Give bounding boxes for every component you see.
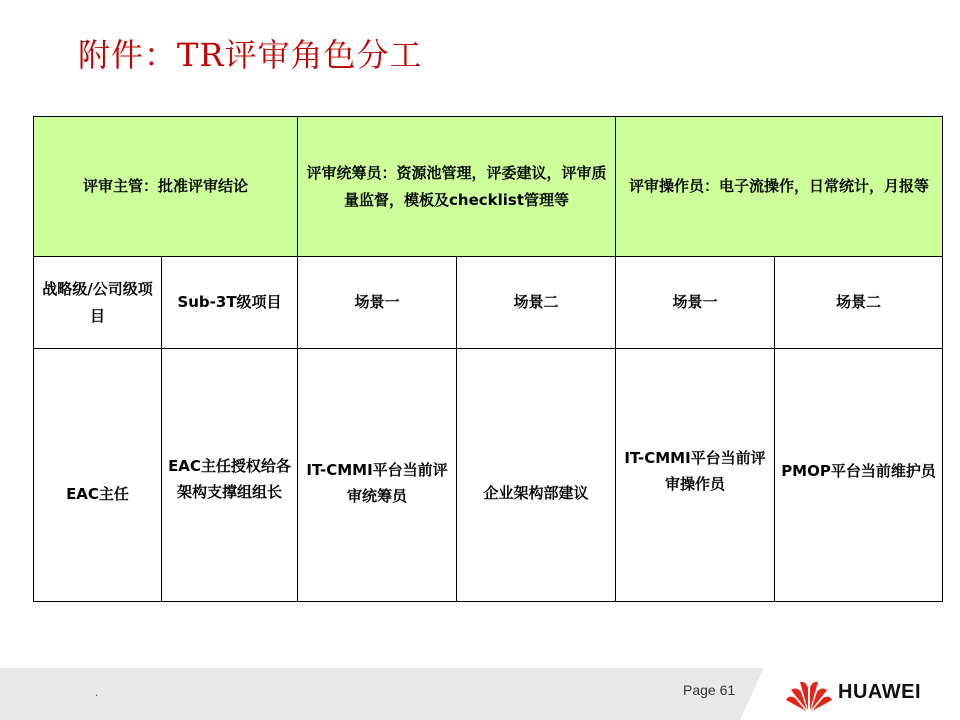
table-cell: 企业架构部建议 xyxy=(457,349,616,602)
footer-dot: . xyxy=(95,688,99,699)
table-cell: EAC主任 xyxy=(34,349,162,602)
brand-name: HUAWEI xyxy=(838,681,921,703)
table-header-row xyxy=(34,117,943,257)
table-cell: IT-CMMI平台当前评审统筹员 xyxy=(298,349,457,602)
table-row xyxy=(34,257,943,349)
table-cell: 场景一 xyxy=(616,257,775,349)
table-cell: 评审操作员：电子流操作，日常统计，月报等 xyxy=(616,117,943,257)
table-cell: PMOP平台当前维护员 xyxy=(775,349,943,602)
slide-title: 附件：TR评审角色分工 xyxy=(78,36,423,74)
table-cell: 战略级/公司级项目 xyxy=(34,257,162,349)
role-table xyxy=(33,116,943,602)
footer-bar xyxy=(0,668,960,720)
table-cell: 场景二 xyxy=(457,257,616,349)
page-number: Page 61 xyxy=(683,682,736,698)
table-cell: IT-CMMI平台当前评审操作员 xyxy=(616,349,775,602)
table-cell: 场景二 xyxy=(775,257,943,349)
huawei-logo-icon xyxy=(786,678,832,712)
table-cell: Sub-3T级项目 xyxy=(162,257,298,349)
table-cell: 场景一 xyxy=(298,257,457,349)
table-cell: 评审统筹员：资源池管理，评委建议，评审质量监督，模板及checklist管理等 xyxy=(298,117,616,257)
table-cell: 评审主管：批准评审结论 xyxy=(34,117,298,257)
table-cell: EAC主任授权给各架构支撑组组长 xyxy=(162,349,298,602)
table-row xyxy=(34,349,943,602)
